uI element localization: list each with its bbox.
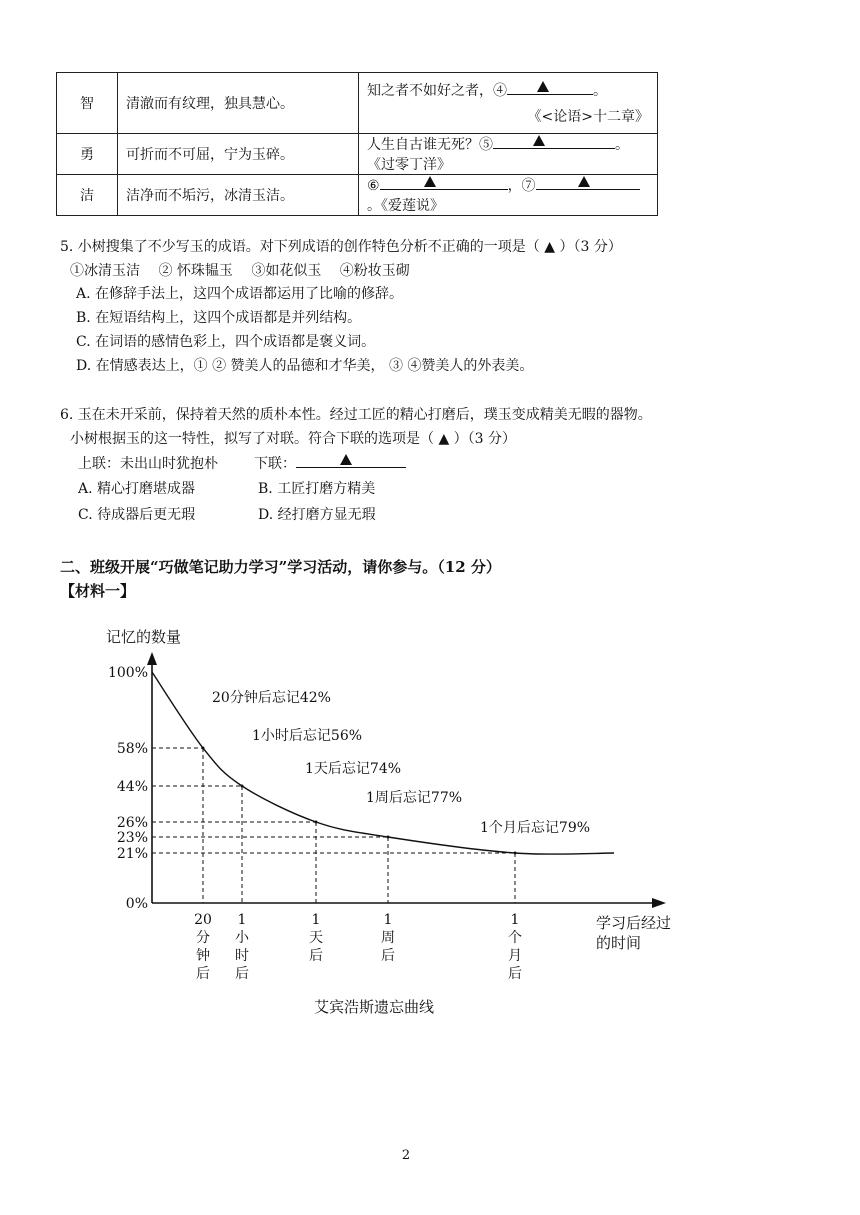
desc-cell: 清澈而有纹理，独具慧心。: [118, 73, 359, 134]
y-tick-label: 26%: [116, 815, 148, 831]
x-tick-label: 后: [508, 966, 522, 982]
virtue-table: [56, 72, 658, 216]
data-point: [241, 785, 244, 788]
x-tick-label: 1: [383, 912, 393, 928]
quote-cell: [359, 73, 658, 134]
question-5-option-d[interactable]: D. 在情感表达上，① ② 赞美人的品德和才华美， ③ ④赞美人的外表美。: [76, 358, 534, 374]
curve-annotation: 1个月后忘记79%: [480, 820, 591, 836]
y-tick-label: 44%: [116, 779, 148, 795]
x-tick-label: 1: [510, 912, 520, 928]
x-tick-label: 时: [235, 948, 249, 964]
question-6-option-c[interactable]: C. 待成器后更无瑕: [78, 507, 196, 523]
answer-blank[interactable]: [507, 80, 593, 95]
x-tick-label: 后: [235, 966, 249, 982]
question-5-option-a[interactable]: A. 在修辞手法上，这四个成语都运用了比喻的修辞。: [76, 286, 404, 302]
question-6-line1: 6. 玉在未开采前，保持着天然的质朴本性。经过工匠的精心打磨后，璞玉变成精美无暇的器物。: [60, 407, 652, 423]
data-point: [514, 852, 517, 855]
question-5-option-b[interactable]: B. 在短语结构上，这四个成语都是并列结构。: [76, 310, 362, 326]
x-tick-label: 小: [235, 930, 249, 946]
quote-text: 。《爱莲说》: [367, 198, 444, 214]
y-tick-label: 100%: [107, 665, 148, 681]
x-axis-label: 学习后经过: [596, 914, 672, 932]
quote-text: 知之者不如好之者，④: [367, 83, 507, 99]
couplet-lower: [254, 453, 406, 475]
x-tick-label: 1: [311, 912, 321, 928]
couplet-lower-label: 下联：: [254, 456, 296, 472]
x-tick-label: 20: [194, 912, 212, 928]
virtue-cell: 洁: [57, 175, 118, 216]
y-tick-label: 21%: [116, 846, 148, 862]
quote-text: ⑥: [367, 178, 380, 194]
question-6-option-d[interactable]: D. 经打磨方显无瑕: [258, 507, 376, 523]
question-5-idioms: ①冰清玉洁 ② 怀珠韫玉 ③如花似玉 ④粉妆玉砌: [70, 263, 410, 279]
desc-cell: 可折而不可屈，宁为玉碎。: [118, 134, 359, 175]
x-tick-label: 分: [196, 930, 210, 946]
question-6-option-b[interactable]: B. 工匠打磨方精美: [258, 481, 376, 497]
chart-title: 艾宾浩斯遗忘曲线: [313, 998, 435, 1016]
curve-annotation: 20分钟后忘记42%: [212, 690, 331, 706]
question-6-line2: 小树根据玉的这一特性，拟写了对联。符合下联的选项是（ ▲ ）（3 分）: [70, 431, 517, 447]
question-5-option-c[interactable]: C. 在词语的感情色彩上，四个成语都是褒义词。: [76, 334, 376, 350]
answer-blank[interactable]: [296, 453, 406, 468]
x-tick-label: 天: [309, 930, 323, 946]
source-text: 《<论语>十二章》: [527, 109, 649, 125]
x-tick-label: 周: [381, 930, 395, 946]
desc-cell: 洁净而不垢污，冰清玉洁。: [118, 175, 359, 216]
table-row: [57, 134, 658, 175]
curve-annotation: 1小时后忘记56%: [252, 728, 363, 744]
y-axis-arrow: [147, 652, 157, 665]
quote-cell: [359, 134, 658, 175]
data-point: [387, 836, 390, 839]
answer-blank[interactable]: [536, 175, 640, 190]
table-row: [57, 175, 658, 216]
x-tick-label: 后: [381, 948, 395, 964]
section-2-title: 二、班级开展“巧做笔记助力学习”学习活动，请你参与。（12 分）: [60, 558, 501, 576]
answer-blank[interactable]: [380, 175, 508, 190]
virtue-cell: 勇: [57, 134, 118, 175]
data-point: [202, 747, 205, 750]
virtue-cell: 智: [57, 73, 118, 134]
question-5-stem: 5. 小树搜集了不少写玉的成语。对下列成语的创作特色分析不正确的一项是（ ▲ ）（3 分）: [60, 239, 622, 255]
x-tick-label: 后: [196, 966, 210, 982]
y-axis-label: 记忆的数量: [106, 628, 182, 646]
x-axis-label: 的时间: [596, 934, 642, 952]
page-number: 2: [401, 1148, 411, 1163]
curve-annotation: 1周后忘记77%: [366, 790, 463, 806]
x-axis-arrow: [652, 898, 666, 908]
y-tick-label: 58%: [116, 741, 148, 757]
quote-text: ，⑦: [507, 178, 536, 194]
quote-text: 人生自古谁无死？⑤: [367, 137, 493, 153]
y-tick-label: 0%: [125, 896, 148, 912]
curve-annotation: 1天后忘记74%: [305, 761, 402, 777]
x-tick-label: 月: [508, 948, 522, 964]
quote-cell: [359, 175, 658, 216]
x-tick-label: 个: [508, 930, 522, 946]
x-tick-label: 后: [309, 948, 323, 964]
answer-blank[interactable]: [493, 134, 615, 149]
data-point: [315, 821, 318, 824]
forgetting-curve-chart: [0, 600, 860, 1030]
quote-text: 。《过零丁洋》: [367, 137, 629, 173]
couplet-upper: 上联：未出山时犹抱朴: [78, 456, 218, 472]
x-tick-label: 钟: [196, 948, 210, 964]
table-row: [57, 73, 658, 134]
question-6-option-a[interactable]: A. 精心打磨堪成器: [78, 481, 196, 497]
quote-text: 。: [593, 83, 607, 99]
y-tick-label: 23%: [116, 830, 148, 846]
x-tick-label: 1: [237, 912, 247, 928]
material-label: 【材料一】: [60, 582, 136, 600]
